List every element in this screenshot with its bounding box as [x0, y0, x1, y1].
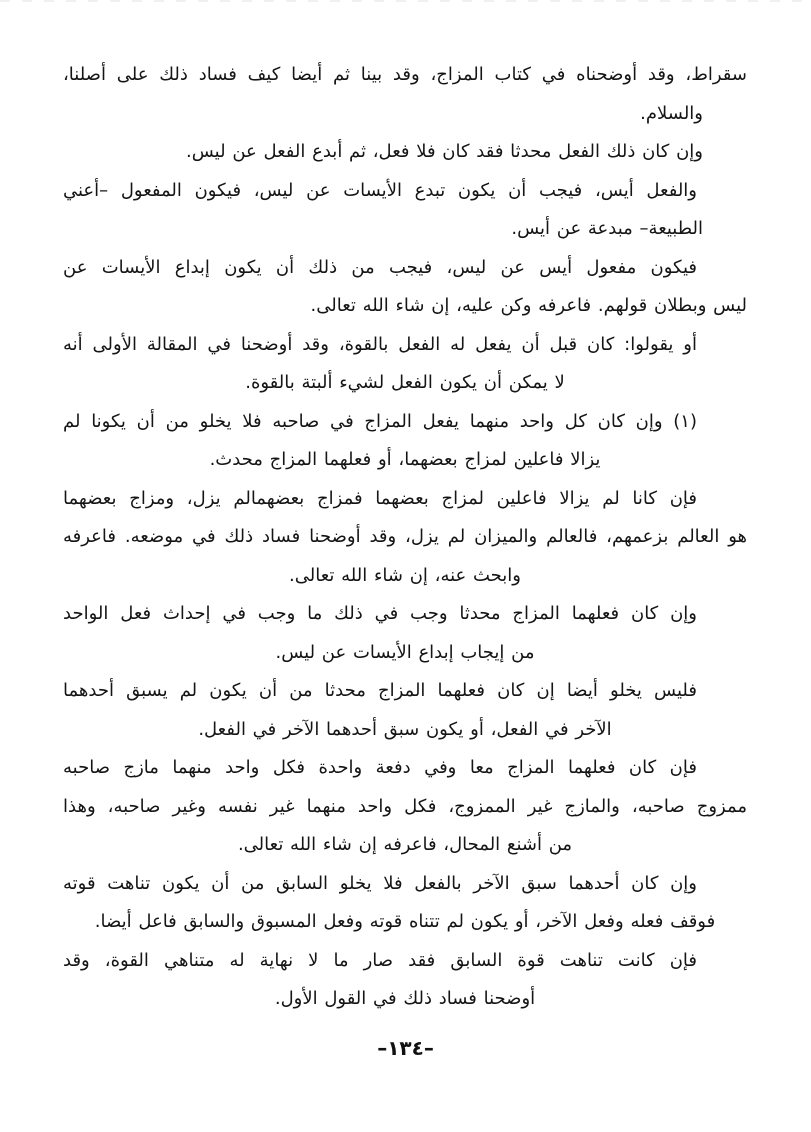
text-line: فإن كانا لم يزالا فاعلين لمزاج بعضهما فمزاج بعضهمالم يزل، ومزاج بعضهما	[63, 487, 697, 509]
text-line: الآخر في الفعل، أو يكون سبق أحدهما الآخر في الفعل.	[198, 718, 612, 740]
text-line: ليس وبطلان قولهم. فاعرفه وكن عليه، إن شاء الله تعالى.	[310, 295, 747, 316]
text-line: وإن كان فعلهما المزاج محدثا وجب في ذلك ما وجب في إحداث فعل الواحد	[63, 603, 697, 624]
text-line: ممزوج صاحبه، والمازج غير الممزوج، فكل واحد منهما غير نفسه وغير صاحبه، وهذا	[63, 795, 747, 817]
text-line: فيكون مفعول أيس عن ليس، فيجب من ذلك أن يكون إبداع الأيسات عن	[63, 256, 697, 278]
text-line: أو يقولوا: كان قبل أن يفعل له الفعل بالقوة، وقد أوضحنا في المقالة الأولى أنه	[63, 333, 697, 355]
text-line: (١) وإن كان كل واحد منهما يفعل المزاج في صاحبه فلا يخلو من أن يكونا لم	[63, 410, 697, 432]
text-block	[63, 56, 747, 1019]
text-line: والسلام.	[640, 102, 703, 124]
text-line: وإن كان ذلك الفعل محدثا فقد كان فلا فعل، ثم أبدع الفعل عن ليس.	[186, 141, 703, 162]
text-line: فوقف فعله وفعل الآخر، أو يكون لم تتناه قوته وفعل المسبوق والسابق فاعل أيضا.	[94, 911, 716, 932]
text-line: من إيجاب إبداع الأيسات عن ليس.	[275, 641, 535, 663]
page-number: –١٣٤–	[377, 1036, 434, 1060]
text-line: والفعل أيس، فيجب أن يكون تبدع الأيسات عن ليس، فيكون المفعول –أعني	[63, 179, 697, 201]
text-line: فليس يخلو أيضا إن كان فعلهما المزاج محدثا من أن يكون لم يسبق أحدهما	[63, 680, 697, 701]
text-line: وابحث عنه، إن شاء الله تعالى.	[289, 564, 521, 586]
text-line: الطبيعة– مبدعة عن أيس.	[511, 218, 703, 239]
text-line: سقراط، وقد أوضحناه في كتاب المزاج، وقد بينا ثم أيضا كيف فساد ذلك على أصلنا،	[63, 64, 747, 85]
text-line: من أشنع المحال، فاعرفه إن شاء الله تعالى.	[237, 834, 573, 855]
text-line: يزالا فاعلين لمزاج بعضهما، أو فعلهما المزاج محدث.	[209, 449, 601, 470]
text-line: أوضحنا فساد ذلك في القول الأول.	[274, 988, 536, 1009]
text-line: لا يمكن أن يكون الفعل لشيء ألبتة بالقوة.	[245, 372, 565, 393]
text-line: فإن كان فعلهما المزاج معا وفي دفعة واحدة فكل واحد منهما مازج صاحبه	[63, 757, 697, 778]
text-line: فإن كانت تناهت قوة السابق فقد صار ما لا نهاية له متناهي القوة، وقد	[63, 949, 697, 971]
scan-edge-artifact	[0, 0, 811, 2]
text-line: وإن كان أحدهما سبق الآخر بالفعل فلا يخلو السابق من أن يكون تناهت قوته	[63, 872, 697, 894]
text-line: هو العالم بزعمهم، فالعالم والميزان لم يزل، وقد أوضحنا فساد ذلك في موضعه. فاعرفه	[63, 526, 747, 547]
